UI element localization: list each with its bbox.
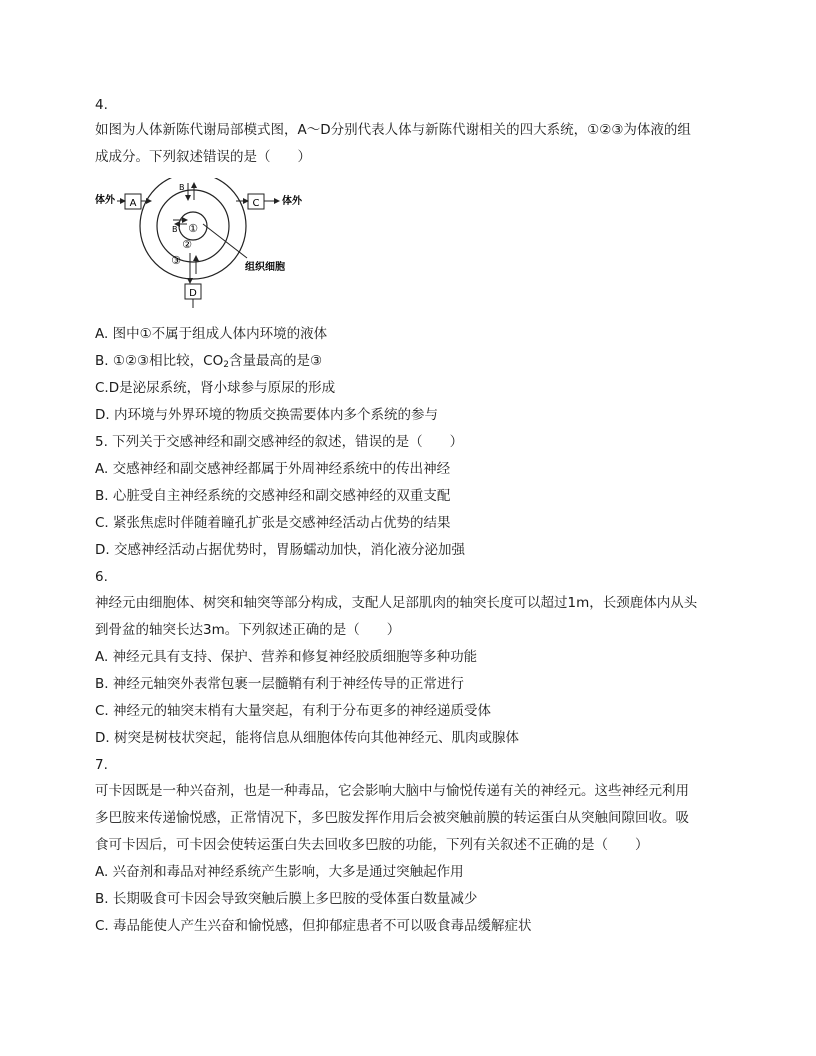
q6-stem-line2: 到骨盆的轴突长达3m。下列叙述正确的是（ ）	[95, 622, 401, 638]
q5-option-a: A. 交感神经和副交感神经都属于外周神经系统中的传出神经	[95, 461, 451, 477]
q4-option-a: A. 图中①不属于组成人体内环境的液体	[95, 326, 328, 342]
q6-option-d: D. 树突是树枝状突起，能将信息从细胞体传向其他神经元、肌肉或腺体	[95, 730, 519, 746]
label-b-inner: B	[172, 225, 178, 234]
q6-stem-line1: 神经元由细胞体、树突和轴突等部分构成，支配人足部肌肉的轴突长度可以超过1m，长颈鹿体内从头	[95, 595, 698, 611]
q6-option-a: A. 神经元具有支持、保护、营养和修复神经胶质细胞等多种功能	[95, 649, 478, 665]
q5-stem: 5. 下列关于交感神经和副交感神经的叙述，错误的是（ ）	[95, 434, 464, 450]
metabolism-diagram	[95, 178, 325, 308]
q6-option-c: C. 神经元的轴突末梢有大量突起，有利于分布更多的神经递质受体	[95, 703, 492, 719]
label-outside-left: 体外	[95, 195, 115, 206]
label-fluid-1: ①	[188, 222, 198, 235]
label-outside-right: 体外	[282, 196, 302, 207]
q5-option-b: B. 心脏受自主神经系统的交感神经和副交感神经的双重支配	[95, 488, 451, 504]
q4-option-d: D. 内环境与外界环境的物质交换需要体内多个系统的参与	[95, 407, 438, 423]
q7-option-b: B. 长期吸食可卡因会导致突触后膜上多巴胺的受体蛋白数量减少	[95, 891, 478, 907]
cell-pointer-line	[203, 224, 247, 258]
q7-stem-line1: 可卡因既是一种兴奋剂，也是一种毒品，它会影响大脑中与愉悦传递有关的神经元。这些神经元利用	[95, 783, 689, 799]
label-fluid-3: ③	[171, 254, 181, 267]
box-a-label: A	[129, 198, 137, 209]
q4-stem-line2: 成成分。下列叙述错误的是（ ）	[95, 149, 311, 165]
box-c-label: C	[252, 198, 260, 209]
q4-number: 4.	[95, 97, 108, 113]
q7-number: 7.	[95, 757, 108, 773]
q4-option-b: B. ①②③相比较，$CO_2$含量最高的是③	[95, 353, 323, 370]
label-fluid-2: ②	[182, 238, 192, 251]
q4-option-c: C.D是泌尿系统，肾小球参与原尿的形成	[95, 380, 336, 396]
box-d-label: D	[189, 288, 197, 299]
label-tissue-cell: 组织细胞	[245, 262, 285, 273]
q6-option-b: B. 神经元轴突外表常包裹一层髓鞘有利于神经传导的正常进行	[95, 676, 464, 692]
q7-stem-line3: 食可卡因后，可卡因会使转运蛋白失去回收多巴胺的功能，下列有关叙述不正确的是（ ）	[95, 837, 649, 853]
q5-option-c: C. 紧张焦虑时伴随着瞳孔扩张是交感神经活动占优势的结果	[95, 515, 451, 531]
q4-stem-line1: 如图为人体新陈代谢局部模式图，A～D分别代表人体与新陈代谢相关的四大系统，①②③为体液的组	[95, 122, 691, 138]
q7-option-a: A. 兴奋剂和毒品对神经系统产生影响，大多是通过突触起作用	[95, 864, 464, 880]
q6-number: 6.	[95, 569, 108, 585]
q7-stem-line2: 多巴胺来传递愉悦感，正常情况下，多巴胺发挥作用后会被突触前膜的转运蛋白从突触间隙回收。吸	[95, 810, 689, 826]
label-b-top: B	[179, 183, 185, 192]
q7-option-c: C. 毒品能使人产生兴奋和愉悦感，但抑郁症患者不可以吸食毒品缓解症状	[95, 918, 532, 934]
q5-option-d: D. 交感神经活动占据优势时，胃肠蠕动加快，消化液分泌加强	[95, 542, 465, 558]
